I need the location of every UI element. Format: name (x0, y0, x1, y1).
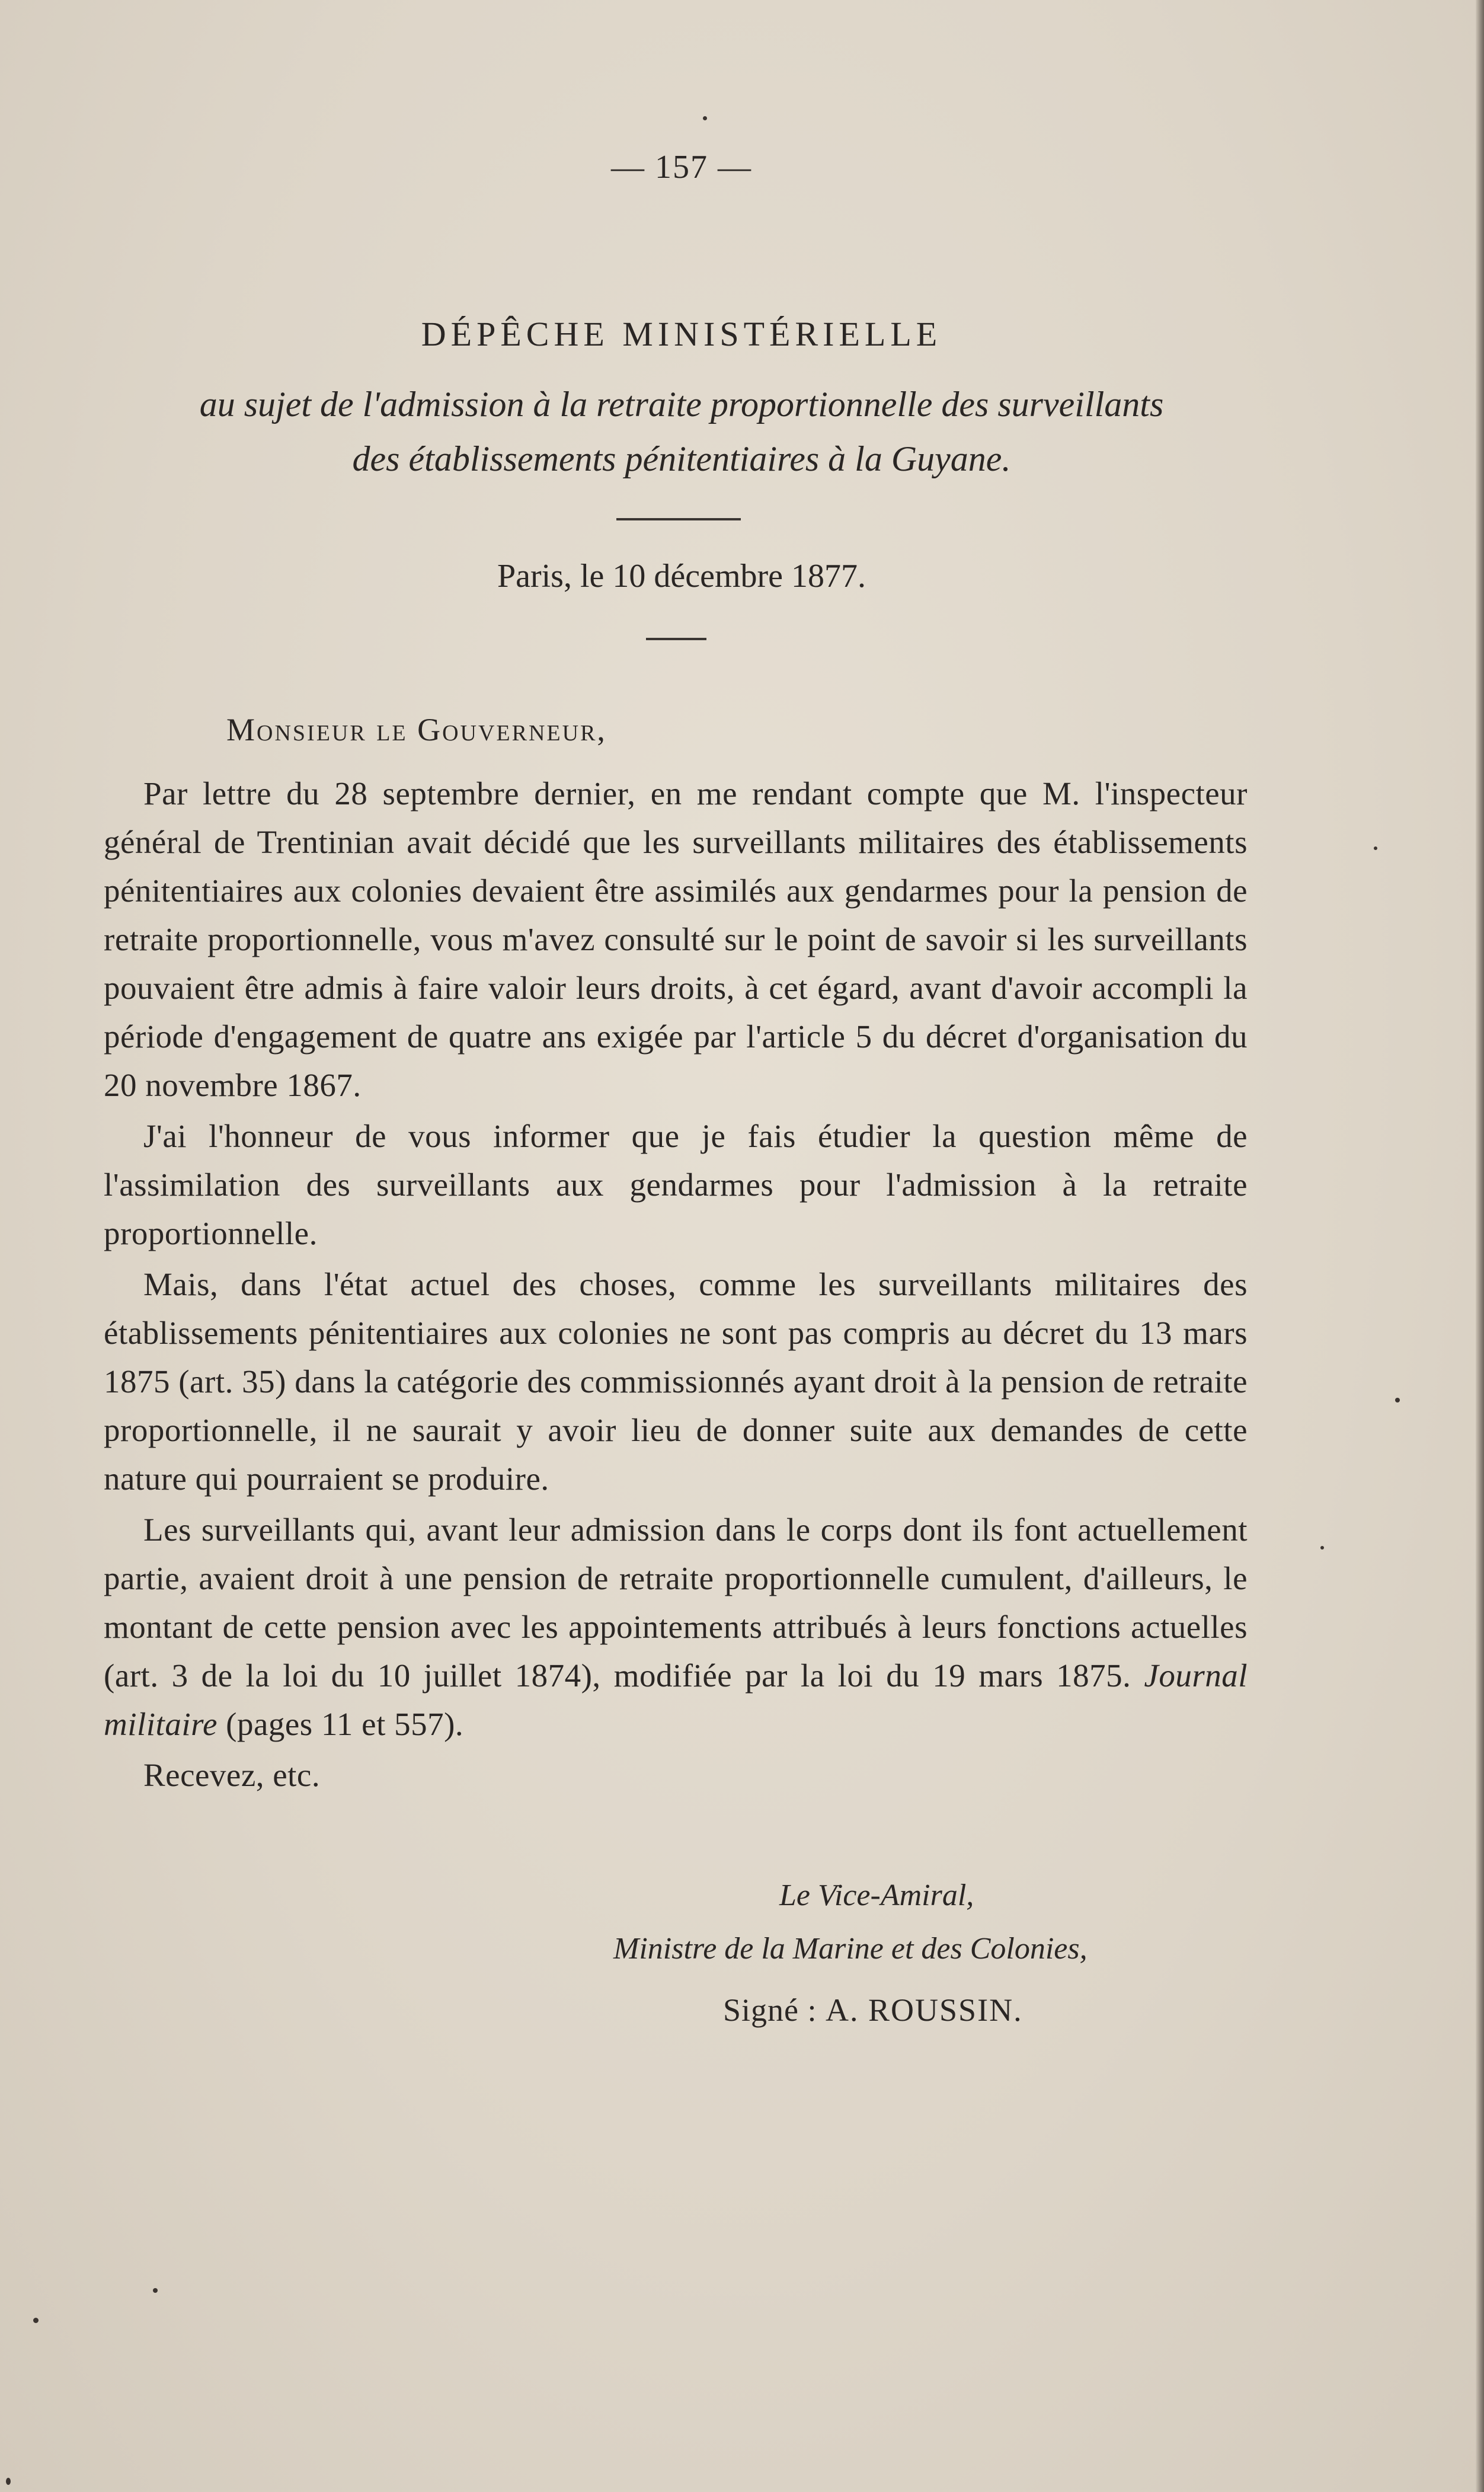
paper-speck (1395, 1398, 1400, 1402)
salutation: Monsieur le Gouverneur, (226, 712, 607, 747)
paper-speck (703, 116, 707, 120)
divider-rule-short (646, 638, 706, 640)
paragraph-2: J'ai l'honneur de vous informer que je fais étudier la question même de l'assimilation des surveillants aux gendarmes pour l'admission à la retraite proportionnelle. (104, 1118, 1248, 1251)
signature-line (723, 1992, 1023, 2028)
paragraph-4-text: Les surveillants qui, avant leur admission dans le corps dont ils font actuellement partie, avaient droit à une pension de retraite proportionnelle cumulent, d'ailleurs, le montant de cette pension avec les appointements attribués à leurs fonctions actuelles (art. 3 de la loi du 10 juillet 1874), modifiée par la loi du 19 mars 1875. (104, 1512, 1248, 1694)
subtitle-line-1: au sujet de l'admission à la retraite proportionnelle des surveillants (199, 385, 1164, 424)
paper-speck (6, 2478, 11, 2485)
paragraph-1: Par lettre du 28 septembre dernier, en me rendant compte que M. l'inspecteur général de Trentinian avait décidé que les surveillants militaires des établissements pénitentiaires aux colonies devaient être assimilés aux gendarmes pour la pension de retraite proportionnelle, vous m'avez consulté sur le point de savoir si les surveillants pouvaient être admis à faire valoir leurs droits, à cet égard, avant d'avoir accompli la période d'engagement de quatre ans exigée par l'article 5 du décret d'organisation du 20 novembre 1867. (104, 775, 1248, 1103)
paper-speck (33, 2318, 39, 2323)
paper-speck (1320, 1546, 1324, 1549)
page-edge-shadow (1476, 0, 1484, 2492)
document-title: DÉPÊCHE MINISTÉRIELLE (421, 315, 942, 353)
signatory-name: A. ROUSSIN. (826, 1992, 1023, 2028)
paragraph-3: Mais, dans l'état actuel des choses, comme les surveillants militaires des établissements pénitentiaires aux colonies ne sont pas compris au décret du 13 mars 1875 (art. 35) dans la catégorie des commissionnés ayant droit à la pension de retraite proportionnelle, il ne saurait y avoir lieu de donner suite aux demandes de cette nature qui pourraient se produire. (104, 1266, 1248, 1497)
paper-speck (153, 2288, 158, 2293)
letter-body (104, 769, 1248, 1800)
signatory-title: Le Vice-Amiral, (779, 1878, 974, 1912)
journal-reference: Journal militaire (104, 1657, 1248, 1742)
signatory-office: Ministre de la Marine et des Colonies, (613, 1932, 1088, 1966)
closing: Recevez, etc. (143, 1757, 321, 1793)
paragraph-4 (104, 1506, 1248, 1749)
signed-label: Signé : (723, 1992, 826, 2028)
subtitle-line-2: des établissements pénitentiaires à la Guyane. (352, 439, 1011, 478)
paper-speck (1374, 846, 1377, 850)
pages-reference: (pages 11 et 557). (217, 1706, 464, 1742)
page-number: — 157 — (611, 149, 752, 186)
dateline: Paris, le 10 décembre 1877. (497, 558, 866, 595)
divider-rule-top (616, 518, 741, 520)
